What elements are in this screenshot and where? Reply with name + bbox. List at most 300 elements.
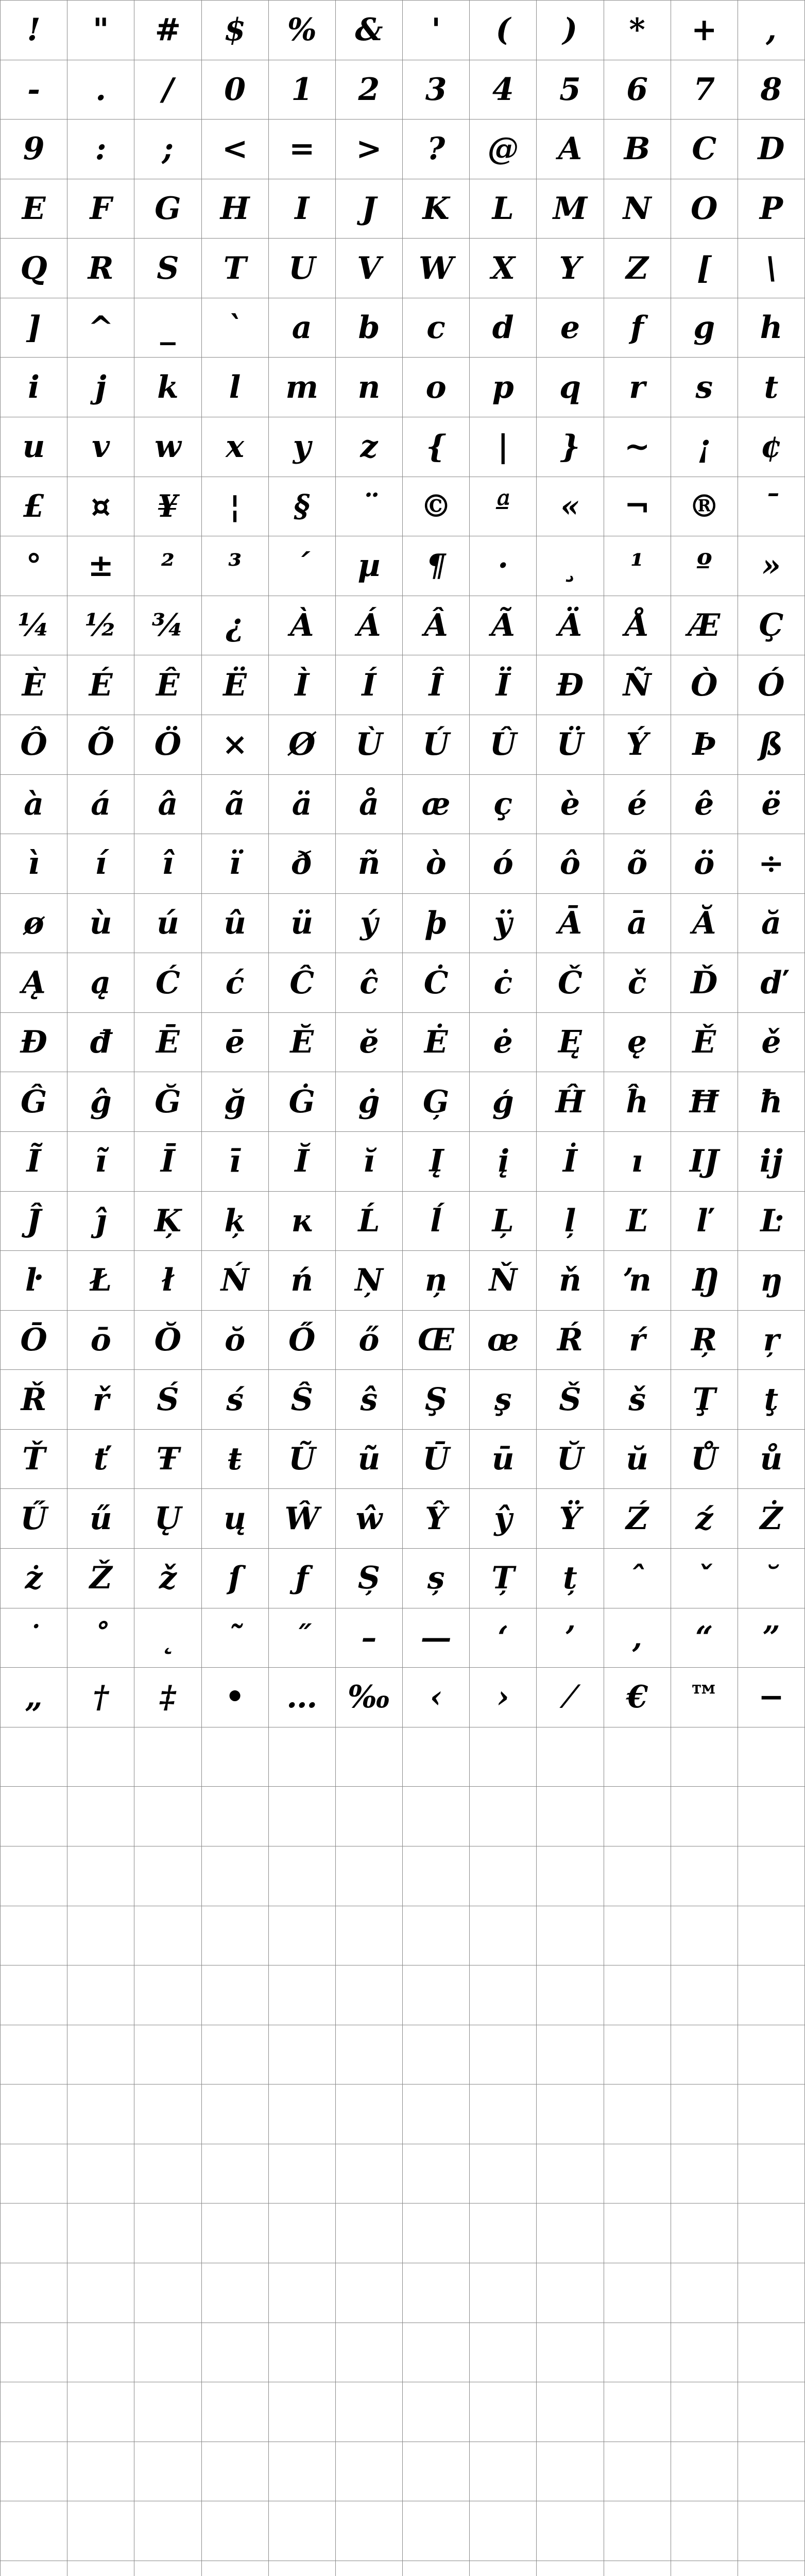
glyph-cell: Ê — [134, 655, 201, 715]
glyph-cell — [403, 2382, 470, 2442]
glyph-cell — [738, 2084, 805, 2144]
glyph-cell: ć — [202, 953, 269, 1013]
glyph-cell: Ŭ — [537, 1430, 604, 1489]
glyph-cell: F — [67, 179, 134, 239]
glyph-cell: ũ — [336, 1430, 403, 1489]
glyph-cell — [403, 1965, 470, 2025]
glyph-cell: Ķ — [134, 1192, 201, 1251]
glyph-cell — [134, 1846, 201, 1906]
glyph-cell — [403, 1727, 470, 1787]
glyph-cell: © — [403, 477, 470, 537]
glyph-cell: ś — [202, 1370, 269, 1430]
glyph-cell: _ — [134, 298, 201, 358]
glyph-cell: ū — [470, 1430, 537, 1489]
glyph-cell — [269, 1906, 336, 1966]
glyph-cell — [269, 2442, 336, 2502]
glyph-cell: ł — [134, 1251, 201, 1311]
glyph-cell — [738, 1846, 805, 1906]
glyph-cell: ± — [67, 536, 134, 596]
glyph-cell — [403, 1906, 470, 1966]
glyph-cell: ė — [470, 1013, 537, 1073]
glyph-cell: Á — [336, 596, 403, 656]
glyph-cell: $ — [202, 1, 269, 60]
glyph-cell: ā — [604, 894, 671, 954]
glyph-cell — [604, 2025, 671, 2085]
glyph-cell: Â — [403, 596, 470, 656]
glyph-cell: n — [336, 358, 403, 417]
glyph-cell: ÷ — [738, 834, 805, 894]
glyph-cell: € — [604, 1668, 671, 1727]
glyph-cell: ŕ — [604, 1311, 671, 1370]
glyph-cell — [202, 1787, 269, 1846]
glyph-cell — [134, 2442, 201, 2502]
glyph-cell: Ĳ — [671, 1132, 738, 1192]
glyph-cell — [470, 2561, 537, 2576]
glyph-cell — [671, 1727, 738, 1787]
glyph-cell: 2 — [336, 60, 403, 120]
glyph-cell: ĸ — [269, 1192, 336, 1251]
glyph-cell: Ģ — [403, 1072, 470, 1132]
glyph-cell: ň — [537, 1251, 604, 1311]
glyph-cell: ã — [202, 775, 269, 835]
glyph-cell: Ð — [537, 655, 604, 715]
glyph-cell — [134, 1965, 201, 2025]
glyph-cell: 9 — [1, 120, 67, 179]
glyph-cell: ĳ — [738, 1132, 805, 1192]
glyph-cell: [ — [671, 239, 738, 298]
glyph-cell: ‡ — [134, 1668, 201, 1727]
glyph-cell: Ļ — [470, 1192, 537, 1251]
glyph-cell — [671, 2144, 738, 2204]
glyph-cell: ç — [470, 775, 537, 835]
glyph-cell — [738, 2382, 805, 2442]
glyph-cell: Œ — [403, 1311, 470, 1370]
glyph-cell: i — [1, 358, 67, 417]
glyph-cell: ź — [671, 1489, 738, 1549]
glyph-cell: : — [67, 120, 134, 179]
glyph-cell: þ — [403, 894, 470, 954]
glyph-cell — [202, 1727, 269, 1787]
glyph-cell — [1, 2084, 67, 2144]
glyph-cell: b — [336, 298, 403, 358]
glyph-cell: ° — [1, 536, 67, 596]
glyph-cell — [202, 2501, 269, 2561]
glyph-cell — [134, 2084, 201, 2144]
glyph-cell: Ñ — [604, 655, 671, 715]
glyph-cell: æ — [403, 775, 470, 835]
glyph-cell — [671, 2263, 738, 2323]
glyph-cell: a — [269, 298, 336, 358]
glyph-cell — [202, 1906, 269, 1966]
glyph-cell: ř — [67, 1370, 134, 1430]
glyph-cell: ì — [1, 834, 67, 894]
glyph-cell: ï — [202, 834, 269, 894]
glyph-cell: ș — [403, 1549, 470, 1608]
glyph-cell — [403, 2204, 470, 2263]
glyph-cell: ĵ — [67, 1192, 134, 1251]
glyph-cell — [67, 1906, 134, 1966]
glyph-cell: È — [1, 655, 67, 715]
glyph-cell: ⁄ — [537, 1668, 604, 1727]
glyph-cell: / — [134, 60, 201, 120]
glyph-cell — [67, 2382, 134, 2442]
glyph-cell — [1, 2144, 67, 2204]
glyph-cell — [67, 1846, 134, 1906]
glyph-cell — [604, 2084, 671, 2144]
glyph-cell: Ì — [269, 655, 336, 715]
glyph-cell: è — [537, 775, 604, 835]
glyph-cell: ] — [1, 298, 67, 358]
glyph-cell: ŉ — [604, 1251, 671, 1311]
glyph-cell: ‰ — [336, 1668, 403, 1727]
glyph-cell: û — [202, 894, 269, 954]
glyph-cell: ^ — [67, 298, 134, 358]
glyph-cell: ð — [269, 834, 336, 894]
glyph-cell: v — [67, 417, 134, 477]
glyph-cell — [738, 2263, 805, 2323]
glyph-cell: ' — [403, 1, 470, 60]
glyph-cell: · — [470, 536, 537, 596]
glyph-cell — [202, 2323, 269, 2383]
glyph-cell: ² — [134, 536, 201, 596]
glyph-cell: G — [134, 179, 201, 239]
glyph-cell — [336, 2561, 403, 2576]
glyph-cell: + — [671, 1, 738, 60]
glyph-cell: ” — [738, 1608, 805, 1668]
glyph-cell: D — [738, 120, 805, 179]
glyph-cell: j — [67, 358, 134, 417]
glyph-cell: ë — [738, 775, 805, 835]
glyph-cell: ę — [604, 1013, 671, 1073]
glyph-cell: 0 — [202, 60, 269, 120]
glyph-cell — [738, 2442, 805, 2502]
glyph-cell — [134, 2263, 201, 2323]
glyph-cell: ó — [470, 834, 537, 894]
glyph-cell: R — [67, 239, 134, 298]
glyph-cell: Ź — [604, 1489, 671, 1549]
glyph-cell: Ż — [738, 1489, 805, 1549]
glyph-cell: , — [738, 1, 805, 60]
glyph-cell: Đ — [1, 1013, 67, 1073]
glyph-cell: r — [604, 358, 671, 417]
glyph-cell: ™ — [671, 1668, 738, 1727]
glyph-cell: ą — [67, 953, 134, 1013]
glyph-cell: â — [134, 775, 201, 835]
glyph-cell: ŧ — [202, 1430, 269, 1489]
glyph-cell: ¼ — [1, 596, 67, 656]
glyph-cell: U — [269, 239, 336, 298]
glyph-cell: • — [202, 1668, 269, 1727]
glyph-cell — [336, 2144, 403, 2204]
glyph-cell — [537, 1727, 604, 1787]
glyph-cell: ĩ — [67, 1132, 134, 1192]
glyph-cell: t — [738, 358, 805, 417]
glyph-cell — [67, 2204, 134, 2263]
glyph-cell: P — [738, 179, 805, 239]
glyph-cell: p — [470, 358, 537, 417]
glyph-cell: Ő — [269, 1311, 336, 1370]
glyph-cell: Ŷ — [403, 1489, 470, 1549]
glyph-cell: Ò — [671, 655, 738, 715]
glyph-cell — [604, 2561, 671, 2576]
glyph-cell — [202, 2144, 269, 2204]
glyph-cell: Ű — [1, 1489, 67, 1549]
glyph-cell: S — [134, 239, 201, 298]
glyph-cell: Ę — [537, 1013, 604, 1073]
glyph-cell — [470, 2263, 537, 2323]
glyph-cell — [671, 1787, 738, 1846]
glyph-cell — [202, 2442, 269, 2502]
glyph-cell: Ō — [1, 1311, 67, 1370]
glyph-cell: | — [470, 417, 537, 477]
glyph-cell: ˆ — [604, 1549, 671, 1608]
glyph-cell — [470, 2501, 537, 2561]
glyph-cell: ! — [1, 1, 67, 60]
glyph-cell: Ç — [738, 596, 805, 656]
glyph-cell: 5 — [537, 60, 604, 120]
glyph-cell: Ó — [738, 655, 805, 715]
glyph-cell: ų — [202, 1489, 269, 1549]
glyph-cell: Ý — [604, 715, 671, 775]
glyph-cell: ß — [738, 715, 805, 775]
glyph-cell: Ċ — [403, 953, 470, 1013]
glyph-cell: µ — [336, 536, 403, 596]
glyph-cell: Æ — [671, 596, 738, 656]
glyph-cell: ˜ — [202, 1608, 269, 1668]
glyph-cell: Ŏ — [134, 1311, 201, 1370]
glyph-cell: * — [604, 1, 671, 60]
glyph-cell: ĕ — [336, 1013, 403, 1073]
glyph-cell: İ — [537, 1132, 604, 1192]
glyph-cell: Ĕ — [269, 1013, 336, 1073]
glyph-cell: ŷ — [470, 1489, 537, 1549]
glyph-cell: Ė — [403, 1013, 470, 1073]
glyph-cell: s — [671, 358, 738, 417]
glyph-cell — [604, 2382, 671, 2442]
glyph-cell — [202, 1846, 269, 1906]
glyph-cell — [269, 2323, 336, 2383]
glyph-cell: Ď — [671, 953, 738, 1013]
glyph-cell: ņ — [403, 1251, 470, 1311]
glyph-cell — [336, 1965, 403, 2025]
glyph-cell: Ľ — [604, 1192, 671, 1251]
glyph-cell — [537, 2442, 604, 2502]
glyph-cell — [470, 2382, 537, 2442]
glyph-cell: î — [134, 834, 201, 894]
glyph-cell — [1, 1787, 67, 1846]
glyph-cell: Ş — [403, 1370, 470, 1430]
glyph-cell: w — [134, 417, 201, 477]
glyph-cell: ş — [470, 1370, 537, 1430]
glyph-cell: ò — [403, 834, 470, 894]
glyph-cell: B — [604, 120, 671, 179]
glyph-cell — [738, 2561, 805, 2576]
glyph-cell: ˘ — [738, 1549, 805, 1608]
glyph-cell: ſ — [202, 1549, 269, 1608]
glyph-cell: ě — [738, 1013, 805, 1073]
glyph-cell: § — [269, 477, 336, 537]
glyph-cell: T — [202, 239, 269, 298]
glyph-cell: Ŋ — [671, 1251, 738, 1311]
glyph-cell: W — [403, 239, 470, 298]
glyph-cell — [537, 2025, 604, 2085]
glyph-cell: Ġ — [269, 1072, 336, 1132]
glyph-cell: ƒ — [269, 1549, 336, 1608]
glyph-cell: z — [336, 417, 403, 477]
glyph-cell: Í — [336, 655, 403, 715]
glyph-cell: „ — [1, 1668, 67, 1727]
glyph-cell — [134, 2025, 201, 2085]
glyph-cell: ‚ — [604, 1608, 671, 1668]
glyph-cell: Ā — [537, 894, 604, 954]
glyph-cell: ķ — [202, 1192, 269, 1251]
glyph-cell — [537, 1846, 604, 1906]
glyph-cell: Õ — [67, 715, 134, 775]
glyph-cell: − — [738, 1668, 805, 1727]
glyph-cell: ĝ — [67, 1072, 134, 1132]
glyph-cell: ³ — [202, 536, 269, 596]
glyph-cell: Ô — [1, 715, 67, 775]
glyph-cell: ˚ — [67, 1608, 134, 1668]
glyph-cell: Ś — [134, 1370, 201, 1430]
glyph-cell — [671, 1965, 738, 2025]
glyph-cell: ˝ — [269, 1608, 336, 1668]
glyph-cell: ť — [67, 1430, 134, 1489]
glyph-cell — [671, 2084, 738, 2144]
glyph-cell: ţ — [738, 1370, 805, 1430]
glyph-cell: ġ — [336, 1072, 403, 1132]
glyph-cell — [269, 1965, 336, 2025]
glyph-cell — [269, 2263, 336, 2323]
glyph-cell: ä — [269, 775, 336, 835]
glyph-cell: ) — [537, 1, 604, 60]
glyph-cell — [134, 1787, 201, 1846]
glyph-cell — [134, 1727, 201, 1787]
glyph-cell: Ć — [134, 953, 201, 1013]
glyph-cell: Ú — [403, 715, 470, 775]
glyph-cell — [671, 2204, 738, 2263]
glyph-cell — [671, 2382, 738, 2442]
glyph-cell: Y — [537, 239, 604, 298]
glyph-cell — [269, 2204, 336, 2263]
glyph-cell: Ē — [134, 1013, 201, 1073]
glyph-cell — [470, 2204, 537, 2263]
glyph-cell — [1, 2025, 67, 2085]
glyph-cell — [403, 2323, 470, 2383]
glyph-cell — [269, 1787, 336, 1846]
glyph-cell — [537, 2144, 604, 2204]
glyph-cell — [67, 1965, 134, 2025]
glyph-cell: Ĉ — [269, 953, 336, 1013]
glyph-cell — [269, 1846, 336, 1906]
glyph-cell: ŏ — [202, 1311, 269, 1370]
glyph-cell: o — [403, 358, 470, 417]
glyph-cell — [738, 1906, 805, 1966]
glyph-cell — [202, 2204, 269, 2263]
glyph-cell: “ — [671, 1608, 738, 1668]
glyph-cell — [269, 2144, 336, 2204]
glyph-cell: ˙ — [1, 1608, 67, 1668]
glyph-cell: ` — [202, 298, 269, 358]
glyph-cell: & — [336, 1, 403, 60]
glyph-cell: Þ — [671, 715, 738, 775]
glyph-cell: õ — [604, 834, 671, 894]
glyph-cell: « — [537, 477, 604, 537]
glyph-cell: Ŵ — [269, 1489, 336, 1549]
glyph-cell: à — [1, 775, 67, 835]
glyph-cell — [67, 2323, 134, 2383]
glyph-cell: Ĩ — [1, 1132, 67, 1192]
glyph-cell — [1, 1965, 67, 2025]
glyph-cell — [202, 1965, 269, 2025]
glyph-cell: f — [604, 298, 671, 358]
glyph-cell — [738, 1727, 805, 1787]
glyph-cell: m — [269, 358, 336, 417]
glyph-cell: A — [537, 120, 604, 179]
glyph-cell: Ĝ — [1, 1072, 67, 1132]
glyph-cell — [336, 2382, 403, 2442]
glyph-cell — [336, 2501, 403, 2561]
glyph-cell: Ù — [336, 715, 403, 775]
glyph-cell: \ — [738, 239, 805, 298]
glyph-cell: Ř — [1, 1370, 67, 1430]
glyph-cell: d — [470, 298, 537, 358]
glyph-cell — [269, 2561, 336, 2576]
glyph-cell: Ų — [134, 1489, 201, 1549]
glyph-cell: Ĺ — [336, 1192, 403, 1251]
glyph-cell: Î — [403, 655, 470, 715]
glyph-cell: á — [67, 775, 134, 835]
glyph-cell: ī — [202, 1132, 269, 1192]
glyph-cell — [738, 2204, 805, 2263]
glyph-cell — [738, 1787, 805, 1846]
glyph-cell: ‘ — [470, 1608, 537, 1668]
glyph-cell — [67, 2561, 134, 2576]
glyph-cell: ¬ — [604, 477, 671, 537]
glyph-cell: Ū — [403, 1430, 470, 1489]
glyph-cell: ż — [1, 1549, 67, 1608]
glyph-cell: ğ — [202, 1072, 269, 1132]
glyph-cell — [202, 2084, 269, 2144]
glyph-cell: C — [671, 120, 738, 179]
glyph-cell: Ŗ — [671, 1311, 738, 1370]
glyph-cell — [67, 2442, 134, 2502]
glyph-cell: K — [403, 179, 470, 239]
glyph-cell — [134, 2144, 201, 2204]
glyph-cell — [604, 1846, 671, 1906]
glyph-cell — [1, 1906, 67, 1966]
glyph-cell — [403, 2263, 470, 2323]
glyph-cell: – — [336, 1608, 403, 1668]
glyph-cell: ( — [470, 1, 537, 60]
glyph-cell — [134, 2501, 201, 2561]
glyph-cell: Ň — [470, 1251, 537, 1311]
glyph-cell — [671, 2025, 738, 2085]
glyph-cell — [671, 2501, 738, 2561]
glyph-cell — [738, 2323, 805, 2383]
glyph-cell: @ — [470, 120, 537, 179]
glyph-cell — [1, 2323, 67, 2383]
glyph-cell — [537, 2501, 604, 2561]
glyph-cell: ¹ — [604, 536, 671, 596]
glyph-cell — [604, 2144, 671, 2204]
glyph-cell: Ö — [134, 715, 201, 775]
glyph-cell: 8 — [738, 60, 805, 120]
glyph-cell — [671, 2561, 738, 2576]
glyph-cell: 6 — [604, 60, 671, 120]
glyph-cell: ž — [134, 1549, 201, 1608]
glyph-cell — [403, 2501, 470, 2561]
